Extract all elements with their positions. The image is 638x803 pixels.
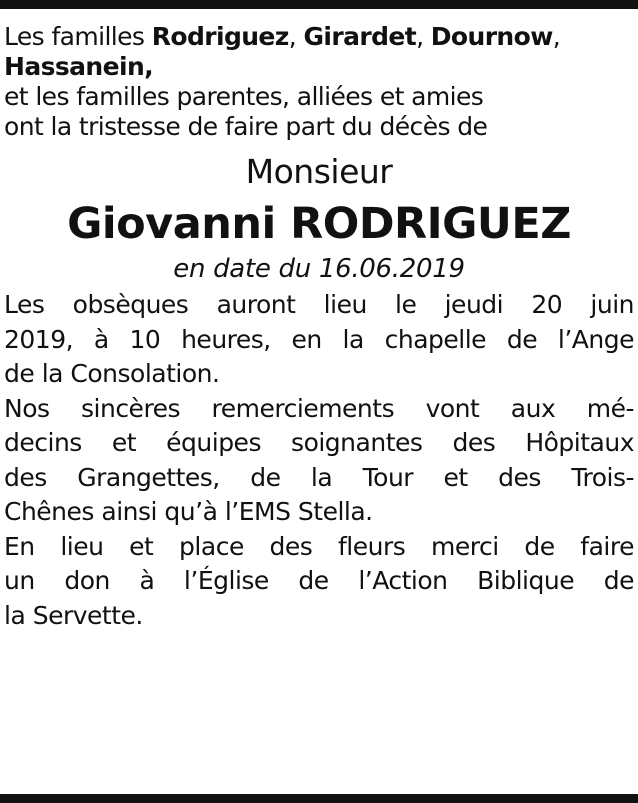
body-line: des Grangettes, de la Tour et des Trois-	[4, 462, 634, 492]
body-line: Chênes ainsi qu’à l’EMS Stella.	[4, 497, 373, 526]
body-line: la Servette.	[4, 600, 143, 630]
family-name: Dournow	[430, 22, 553, 51]
body-line: decins et équipes soignantes des Hôpitaux	[4, 428, 634, 457]
intro-line-1	[4, 22, 634, 52]
deceased-name: Giovanni RODRIGUEZ	[67, 199, 571, 249]
intro-line-4: ont la tristesse de faire part du décès de	[4, 112, 488, 141]
intro-prefix: Les familles	[4, 22, 152, 51]
body-line: En lieu et place des fleurs merci de faire	[4, 531, 634, 561]
notice-body	[4, 288, 634, 633]
body-line: de la Consolation.	[4, 359, 220, 388]
separator: ,	[144, 52, 154, 81]
family-name: Girardet	[303, 22, 417, 51]
intro-line-2	[4, 52, 634, 82]
body-line: Nos sincères remerciements vont aux mé-	[4, 393, 634, 423]
honorific-title: Monsieur	[245, 152, 393, 191]
intro-line-3: et les familles parentes, alliées et amies	[4, 82, 484, 111]
top-rule	[0, 0, 638, 9]
family-name: Rodriguez	[151, 22, 289, 51]
bottom-rule	[0, 794, 638, 803]
separator: ,	[552, 22, 561, 51]
body-line: un don à l’Église de l’Action Biblique de	[4, 566, 634, 595]
announcing-families	[4, 22, 634, 142]
separator: ,	[416, 22, 431, 51]
family-name: Hassanein	[4, 52, 145, 81]
obituary-notice	[4, 22, 634, 633]
separator: ,	[288, 22, 304, 51]
date-of-death: en date du 16.06.2019	[173, 254, 465, 284]
body-line: 2019, à 10 heures, en la chapelle de l’Ange	[4, 324, 634, 354]
body-line: Les obsèques auront lieu le jeudi 20 juin	[4, 290, 634, 319]
